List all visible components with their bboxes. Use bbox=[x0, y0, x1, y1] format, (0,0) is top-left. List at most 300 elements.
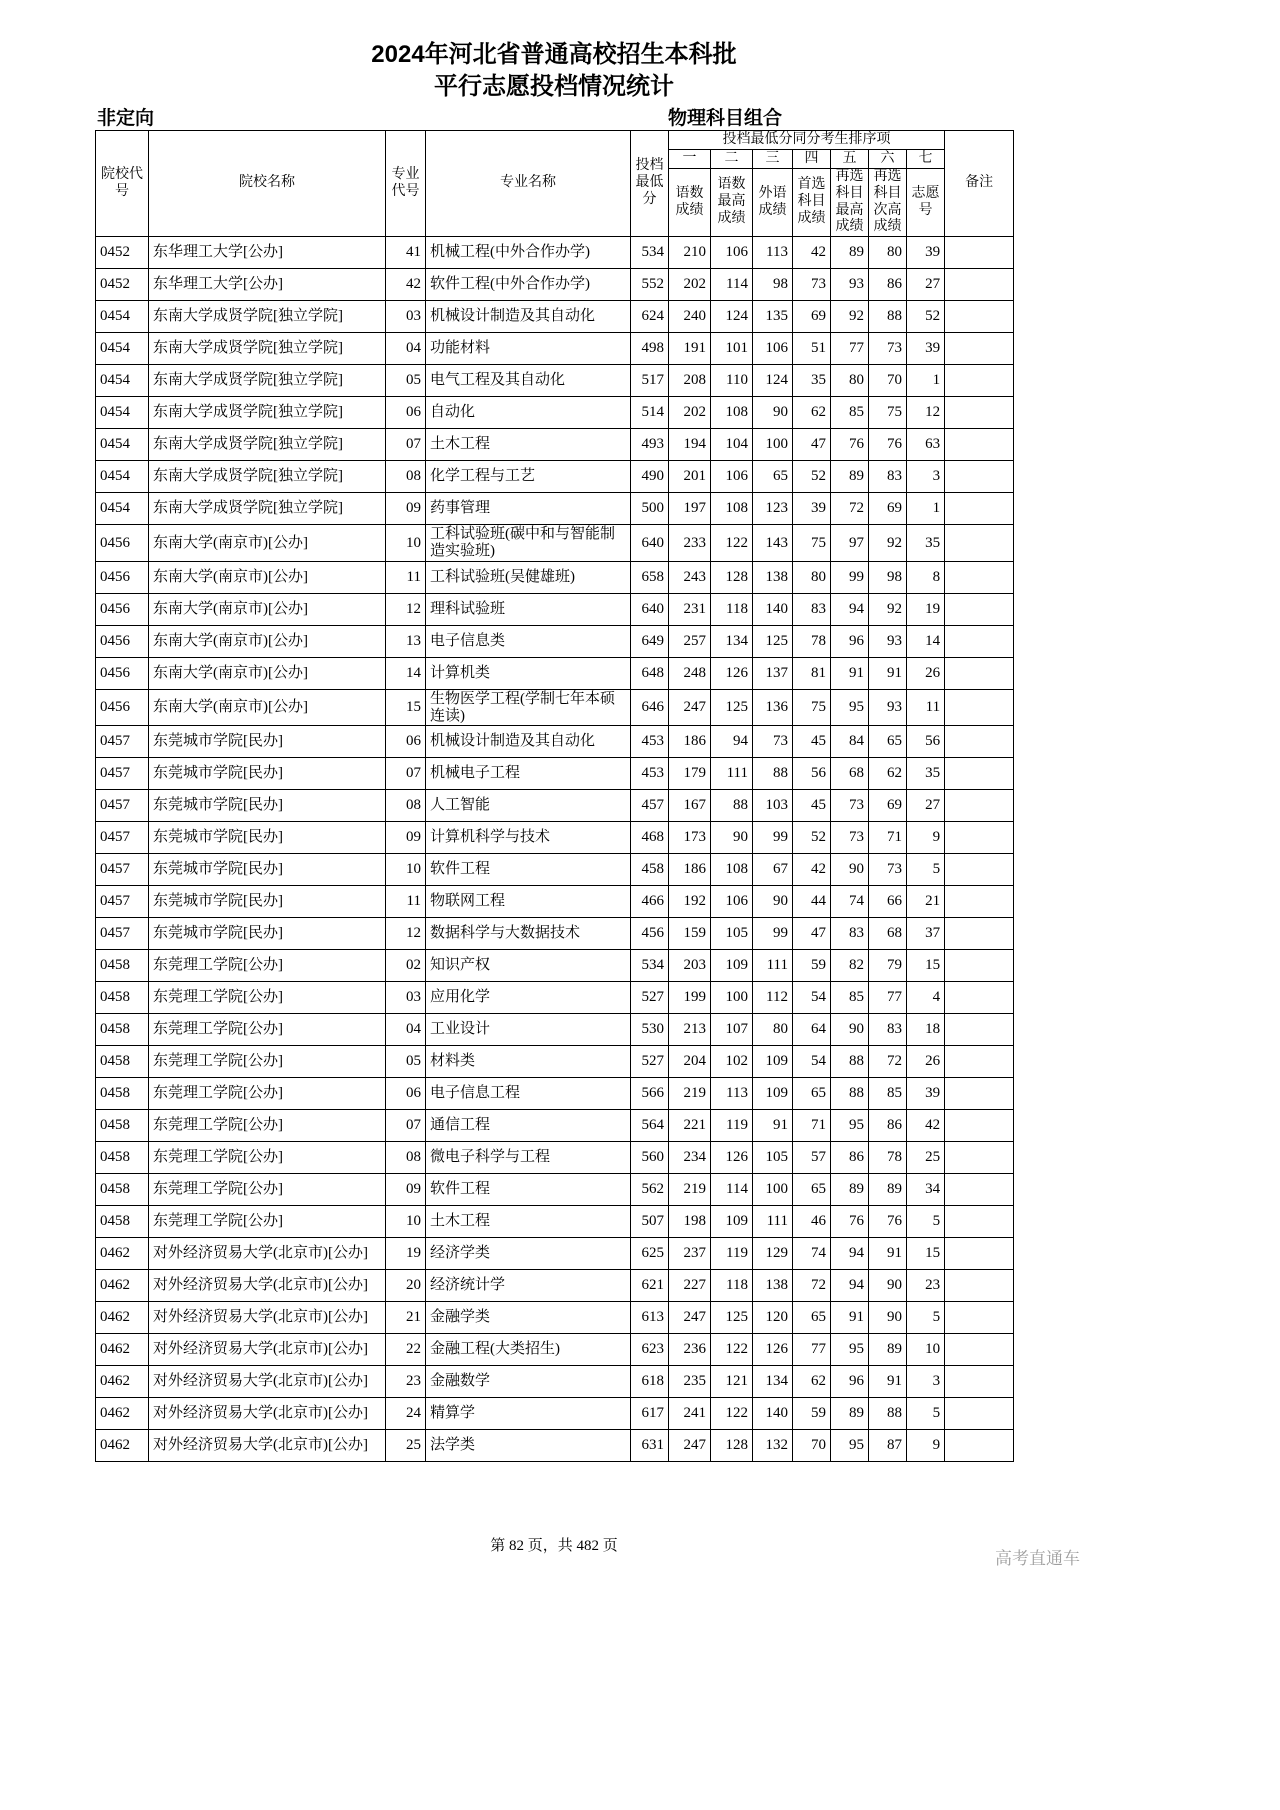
cell-score-cn-math-max: 90 bbox=[711, 822, 753, 854]
header-preference-number: 志愿号 bbox=[907, 169, 945, 237]
cell-major-name: 金融学类 bbox=[426, 1302, 631, 1334]
cell-score-reselect-second: 92 bbox=[869, 525, 907, 562]
cell-min-score: 498 bbox=[631, 333, 669, 365]
cell-score-cn-math-max: 114 bbox=[711, 269, 753, 301]
table-row bbox=[96, 1366, 1014, 1398]
cell-college-code: 0457 bbox=[96, 822, 149, 854]
table-row bbox=[96, 237, 1014, 269]
cell-major-code: 11 bbox=[386, 886, 426, 918]
cell-major-code: 07 bbox=[386, 1110, 426, 1142]
cell-min-score: 646 bbox=[631, 689, 669, 726]
cell-score-primary-subject: 70 bbox=[793, 1430, 831, 1462]
cell-remark bbox=[945, 918, 1014, 950]
cell-score-foreign: 99 bbox=[753, 918, 793, 950]
cell-college-name: 东南大学(南京市)[公办] bbox=[149, 525, 386, 562]
header-row-group bbox=[96, 131, 1014, 150]
cell-score-foreign: 106 bbox=[753, 333, 793, 365]
cell-score-cn-math: 204 bbox=[669, 1046, 711, 1078]
cell-min-score: 490 bbox=[631, 461, 669, 493]
cell-score-reselect-max: 91 bbox=[831, 657, 869, 689]
cell-score-reselect-max: 90 bbox=[831, 1014, 869, 1046]
cell-score-foreign: 90 bbox=[753, 886, 793, 918]
cell-score-cn-math-max: 126 bbox=[711, 657, 753, 689]
cell-score-foreign: 129 bbox=[753, 1238, 793, 1270]
cell-college-code: 0458 bbox=[96, 1078, 149, 1110]
cell-score-foreign: 126 bbox=[753, 1334, 793, 1366]
cell-college-code: 0456 bbox=[96, 593, 149, 625]
cell-score-reselect-second: 77 bbox=[869, 982, 907, 1014]
header-score-cn-math: 语数成绩 bbox=[669, 169, 711, 237]
cell-major-code: 10 bbox=[386, 1206, 426, 1238]
cell-major-code: 41 bbox=[386, 237, 426, 269]
cell-preference-number: 23 bbox=[907, 1270, 945, 1302]
cell-score-cn-math-max: 109 bbox=[711, 950, 753, 982]
cell-remark bbox=[945, 950, 1014, 982]
cell-major-code: 13 bbox=[386, 625, 426, 657]
cell-score-reselect-second: 83 bbox=[869, 1014, 907, 1046]
cell-preference-number: 39 bbox=[907, 237, 945, 269]
cell-score-reselect-second: 87 bbox=[869, 1430, 907, 1462]
cell-score-foreign: 109 bbox=[753, 1046, 793, 1078]
cell-score-foreign: 105 bbox=[753, 1142, 793, 1174]
cell-score-reselect-max: 95 bbox=[831, 1334, 869, 1366]
cell-score-reselect-second: 73 bbox=[869, 333, 907, 365]
cell-min-score: 453 bbox=[631, 758, 669, 790]
cell-score-cn-math-max: 119 bbox=[711, 1110, 753, 1142]
cell-score-cn-math-max: 108 bbox=[711, 854, 753, 886]
cell-score-cn-math-max: 122 bbox=[711, 525, 753, 562]
cell-college-code: 0457 bbox=[96, 886, 149, 918]
cell-college-name: 对外经济贸易大学(北京市)[公办] bbox=[149, 1366, 386, 1398]
cell-score-reselect-second: 90 bbox=[869, 1302, 907, 1334]
cell-score-reselect-second: 65 bbox=[869, 726, 907, 758]
cell-min-score: 527 bbox=[631, 982, 669, 1014]
cell-college-code: 0457 bbox=[96, 854, 149, 886]
cell-college-name: 东莞城市学院[民办] bbox=[149, 854, 386, 886]
cell-score-cn-math-max: 101 bbox=[711, 333, 753, 365]
cell-college-name: 对外经济贸易大学(北京市)[公办] bbox=[149, 1270, 386, 1302]
cell-major-name: 通信工程 bbox=[426, 1110, 631, 1142]
cell-college-code: 0462 bbox=[96, 1398, 149, 1430]
cell-score-reselect-max: 94 bbox=[831, 593, 869, 625]
cell-min-score: 618 bbox=[631, 1366, 669, 1398]
cell-score-primary-subject: 75 bbox=[793, 525, 831, 562]
cell-score-cn-math: 237 bbox=[669, 1238, 711, 1270]
cell-score-reselect-max: 89 bbox=[831, 461, 869, 493]
cell-college-code: 0454 bbox=[96, 301, 149, 333]
cell-college-code: 0462 bbox=[96, 1430, 149, 1462]
header-tiebreak-num-5: 五 bbox=[831, 150, 869, 169]
cell-major-code: 24 bbox=[386, 1398, 426, 1430]
cell-score-cn-math: 192 bbox=[669, 886, 711, 918]
cell-remark bbox=[945, 886, 1014, 918]
cell-score-cn-math: 191 bbox=[669, 333, 711, 365]
header-major-code: 专业代号 bbox=[386, 131, 426, 237]
header-tiebreak-num-1: 一 bbox=[669, 150, 711, 169]
cell-score-cn-math: 186 bbox=[669, 854, 711, 886]
cell-score-reselect-max: 82 bbox=[831, 950, 869, 982]
cell-college-name: 对外经济贸易大学(北京市)[公办] bbox=[149, 1334, 386, 1366]
cell-college-name: 东南大学成贤学院[独立学院] bbox=[149, 429, 386, 461]
watermark: 高考直通车 bbox=[995, 1549, 1080, 1568]
cell-score-cn-math: 159 bbox=[669, 918, 711, 950]
table-row bbox=[96, 525, 1014, 562]
cell-score-foreign: 136 bbox=[753, 689, 793, 726]
cell-score-cn-math: 197 bbox=[669, 493, 711, 525]
cell-score-reselect-max: 99 bbox=[831, 561, 869, 593]
cell-remark bbox=[945, 822, 1014, 854]
cell-score-primary-subject: 54 bbox=[793, 1046, 831, 1078]
cell-score-primary-subject: 56 bbox=[793, 758, 831, 790]
cell-score-foreign: 109 bbox=[753, 1078, 793, 1110]
cell-remark bbox=[945, 561, 1014, 593]
cell-preference-number: 39 bbox=[907, 333, 945, 365]
header-tiebreak-num-2: 二 bbox=[711, 150, 753, 169]
table-row bbox=[96, 726, 1014, 758]
cell-college-code: 0452 bbox=[96, 237, 149, 269]
table-row bbox=[96, 689, 1014, 726]
cell-remark bbox=[945, 593, 1014, 625]
cell-preference-number: 42 bbox=[907, 1110, 945, 1142]
cell-score-primary-subject: 52 bbox=[793, 461, 831, 493]
cell-major-code: 04 bbox=[386, 1014, 426, 1046]
cell-college-code: 0456 bbox=[96, 561, 149, 593]
cell-remark bbox=[945, 525, 1014, 562]
cell-score-reselect-max: 85 bbox=[831, 397, 869, 429]
cell-min-score: 658 bbox=[631, 561, 669, 593]
cell-min-score: 624 bbox=[631, 301, 669, 333]
cell-score-foreign: 123 bbox=[753, 493, 793, 525]
page-title-line2: 平行志愿投档情况统计 bbox=[434, 73, 674, 100]
cell-major-name: 人工智能 bbox=[426, 790, 631, 822]
orientation-label: 非定向 bbox=[97, 108, 155, 129]
cell-score-foreign: 99 bbox=[753, 822, 793, 854]
cell-min-score: 530 bbox=[631, 1014, 669, 1046]
cell-remark bbox=[945, 429, 1014, 461]
cell-min-score: 552 bbox=[631, 269, 669, 301]
cell-min-score: 649 bbox=[631, 625, 669, 657]
cell-score-cn-math: 234 bbox=[669, 1142, 711, 1174]
cell-score-primary-subject: 52 bbox=[793, 822, 831, 854]
cell-remark bbox=[945, 1046, 1014, 1078]
cell-score-foreign: 111 bbox=[753, 950, 793, 982]
cell-major-code: 03 bbox=[386, 301, 426, 333]
cell-score-foreign: 143 bbox=[753, 525, 793, 562]
cell-major-name: 土木工程 bbox=[426, 429, 631, 461]
cell-major-code: 15 bbox=[386, 689, 426, 726]
table-row bbox=[96, 397, 1014, 429]
cell-score-reselect-max: 97 bbox=[831, 525, 869, 562]
cell-score-cn-math-max: 94 bbox=[711, 726, 753, 758]
cell-score-primary-subject: 78 bbox=[793, 625, 831, 657]
cell-score-reselect-max: 95 bbox=[831, 689, 869, 726]
cell-preference-number: 34 bbox=[907, 1174, 945, 1206]
cell-college-name: 东莞理工学院[公办] bbox=[149, 1142, 386, 1174]
cell-score-cn-math-max: 122 bbox=[711, 1398, 753, 1430]
cell-major-name: 计算机科学与技术 bbox=[426, 822, 631, 854]
cell-score-reselect-second: 76 bbox=[869, 429, 907, 461]
cell-score-cn-math-max: 125 bbox=[711, 689, 753, 726]
cell-min-score: 453 bbox=[631, 726, 669, 758]
cell-min-score: 534 bbox=[631, 237, 669, 269]
cell-major-name: 理科试验班 bbox=[426, 593, 631, 625]
cell-major-code: 08 bbox=[386, 1142, 426, 1174]
cell-score-reselect-second: 62 bbox=[869, 758, 907, 790]
cell-score-reselect-second: 89 bbox=[869, 1174, 907, 1206]
cell-score-foreign: 65 bbox=[753, 461, 793, 493]
cell-score-reselect-second: 88 bbox=[869, 1398, 907, 1430]
cell-score-reselect-max: 83 bbox=[831, 918, 869, 950]
cell-score-primary-subject: 69 bbox=[793, 301, 831, 333]
cell-score-cn-math: 240 bbox=[669, 301, 711, 333]
cell-score-cn-math-max: 109 bbox=[711, 1206, 753, 1238]
cell-score-reselect-max: 95 bbox=[831, 1110, 869, 1142]
cell-score-primary-subject: 45 bbox=[793, 790, 831, 822]
header-tiebreak-num-3: 三 bbox=[753, 150, 793, 169]
cell-college-code: 0457 bbox=[96, 758, 149, 790]
cell-major-name: 工科试验班(吴健雄班) bbox=[426, 561, 631, 593]
cell-score-primary-subject: 35 bbox=[793, 365, 831, 397]
cell-score-primary-subject: 64 bbox=[793, 1014, 831, 1046]
cell-major-name: 自动化 bbox=[426, 397, 631, 429]
cell-score-primary-subject: 71 bbox=[793, 1110, 831, 1142]
cell-score-cn-math-max: 121 bbox=[711, 1366, 753, 1398]
cell-remark bbox=[945, 1398, 1014, 1430]
cell-college-code: 0458 bbox=[96, 1110, 149, 1142]
cell-score-foreign: 73 bbox=[753, 726, 793, 758]
cell-score-foreign: 138 bbox=[753, 1270, 793, 1302]
cell-score-foreign: 113 bbox=[753, 237, 793, 269]
cell-preference-number: 27 bbox=[907, 269, 945, 301]
cell-score-cn-math-max: 134 bbox=[711, 625, 753, 657]
cell-remark bbox=[945, 854, 1014, 886]
table-row bbox=[96, 493, 1014, 525]
cell-college-code: 0462 bbox=[96, 1334, 149, 1366]
table-row bbox=[96, 301, 1014, 333]
cell-score-foreign: 125 bbox=[753, 625, 793, 657]
cell-college-name: 东南大学(南京市)[公办] bbox=[149, 561, 386, 593]
cell-score-primary-subject: 57 bbox=[793, 1142, 831, 1174]
cell-college-code: 0458 bbox=[96, 1014, 149, 1046]
table-row bbox=[96, 625, 1014, 657]
cell-score-primary-subject: 51 bbox=[793, 333, 831, 365]
cell-score-reselect-second: 72 bbox=[869, 1046, 907, 1078]
cell-major-code: 07 bbox=[386, 758, 426, 790]
cell-score-cn-math: 167 bbox=[669, 790, 711, 822]
cell-score-reselect-second: 79 bbox=[869, 950, 907, 982]
cell-score-primary-subject: 54 bbox=[793, 982, 831, 1014]
cell-preference-number: 3 bbox=[907, 461, 945, 493]
cell-college-name: 东莞理工学院[公办] bbox=[149, 950, 386, 982]
cell-score-cn-math-max: 118 bbox=[711, 1270, 753, 1302]
table-row bbox=[96, 886, 1014, 918]
cell-score-cn-math: 219 bbox=[669, 1174, 711, 1206]
cell-major-name: 电子信息类 bbox=[426, 625, 631, 657]
cell-college-name: 东莞城市学院[民办] bbox=[149, 886, 386, 918]
table-row bbox=[96, 657, 1014, 689]
cell-remark bbox=[945, 365, 1014, 397]
cell-score-cn-math-max: 128 bbox=[711, 1430, 753, 1462]
cell-score-foreign: 90 bbox=[753, 397, 793, 429]
cell-score-primary-subject: 65 bbox=[793, 1174, 831, 1206]
cell-score-cn-math-max: 125 bbox=[711, 1302, 753, 1334]
cell-major-code: 06 bbox=[386, 726, 426, 758]
cell-college-code: 0462 bbox=[96, 1366, 149, 1398]
cell-remark bbox=[945, 1174, 1014, 1206]
cell-major-code: 05 bbox=[386, 365, 426, 397]
cell-preference-number: 4 bbox=[907, 982, 945, 1014]
cell-college-name: 东莞城市学院[民办] bbox=[149, 726, 386, 758]
cell-college-name: 东莞理工学院[公办] bbox=[149, 1046, 386, 1078]
table-row bbox=[96, 269, 1014, 301]
cell-preference-number: 11 bbox=[907, 689, 945, 726]
cell-preference-number: 12 bbox=[907, 397, 945, 429]
cell-score-reselect-second: 83 bbox=[869, 461, 907, 493]
cell-major-name: 数据科学与大数据技术 bbox=[426, 918, 631, 950]
cell-major-name: 机械设计制造及其自动化 bbox=[426, 726, 631, 758]
table-row bbox=[96, 1174, 1014, 1206]
cell-score-cn-math: 213 bbox=[669, 1014, 711, 1046]
cell-score-primary-subject: 65 bbox=[793, 1078, 831, 1110]
cell-score-foreign: 100 bbox=[753, 1174, 793, 1206]
cell-score-cn-math: 173 bbox=[669, 822, 711, 854]
cell-major-code: 03 bbox=[386, 982, 426, 1014]
cell-major-name: 电气工程及其自动化 bbox=[426, 365, 631, 397]
cell-major-name: 金融数学 bbox=[426, 1366, 631, 1398]
cell-score-reselect-max: 76 bbox=[831, 429, 869, 461]
cell-preference-number: 26 bbox=[907, 657, 945, 689]
cell-major-name: 微电子科学与工程 bbox=[426, 1142, 631, 1174]
cell-score-primary-subject: 77 bbox=[793, 1334, 831, 1366]
cell-score-cn-math-max: 107 bbox=[711, 1014, 753, 1046]
cell-min-score: 514 bbox=[631, 397, 669, 429]
cell-preference-number: 1 bbox=[907, 365, 945, 397]
cell-remark bbox=[945, 301, 1014, 333]
header-score-foreign: 外语成绩 bbox=[753, 169, 793, 237]
header-tiebreak-num-6: 六 bbox=[869, 150, 907, 169]
cell-preference-number: 21 bbox=[907, 886, 945, 918]
cell-score-foreign: 111 bbox=[753, 1206, 793, 1238]
cell-score-cn-math: 248 bbox=[669, 657, 711, 689]
cell-min-score: 623 bbox=[631, 1334, 669, 1366]
cell-preference-number: 14 bbox=[907, 625, 945, 657]
cell-score-cn-math-max: 113 bbox=[711, 1078, 753, 1110]
cell-college-name: 东南大学(南京市)[公办] bbox=[149, 689, 386, 726]
cell-score-cn-math: 210 bbox=[669, 237, 711, 269]
table-row bbox=[96, 1206, 1014, 1238]
header-score-cn-math-max: 语数最高成绩 bbox=[711, 169, 753, 237]
cell-score-reselect-max: 73 bbox=[831, 790, 869, 822]
table-row bbox=[96, 1334, 1014, 1366]
cell-preference-number: 39 bbox=[907, 1078, 945, 1110]
cell-remark bbox=[945, 689, 1014, 726]
cell-score-reselect-second: 78 bbox=[869, 1142, 907, 1174]
cell-min-score: 562 bbox=[631, 1174, 669, 1206]
cell-score-foreign: 135 bbox=[753, 301, 793, 333]
table-row bbox=[96, 365, 1014, 397]
cell-score-foreign: 100 bbox=[753, 429, 793, 461]
cell-score-cn-math: 198 bbox=[669, 1206, 711, 1238]
cell-score-foreign: 112 bbox=[753, 982, 793, 1014]
cell-preference-number: 37 bbox=[907, 918, 945, 950]
cell-score-cn-math: 247 bbox=[669, 1302, 711, 1334]
cell-score-primary-subject: 59 bbox=[793, 1398, 831, 1430]
cell-major-name: 电子信息工程 bbox=[426, 1078, 631, 1110]
cell-major-name: 材料类 bbox=[426, 1046, 631, 1078]
cell-college-name: 对外经济贸易大学(北京市)[公办] bbox=[149, 1302, 386, 1334]
cell-major-name: 化学工程与工艺 bbox=[426, 461, 631, 493]
cell-score-reselect-second: 88 bbox=[869, 301, 907, 333]
cell-college-name: 东莞理工学院[公办] bbox=[149, 1078, 386, 1110]
cell-score-cn-math-max: 88 bbox=[711, 790, 753, 822]
cell-score-cn-math-max: 110 bbox=[711, 365, 753, 397]
cell-score-cn-math-max: 105 bbox=[711, 918, 753, 950]
cell-college-name: 东莞城市学院[民办] bbox=[149, 790, 386, 822]
cell-college-code: 0458 bbox=[96, 982, 149, 1014]
cell-major-name: 工业设计 bbox=[426, 1014, 631, 1046]
cell-college-name: 东莞理工学院[公办] bbox=[149, 982, 386, 1014]
cell-score-primary-subject: 47 bbox=[793, 918, 831, 950]
cell-major-name: 药事管理 bbox=[426, 493, 631, 525]
cell-score-cn-math: 202 bbox=[669, 397, 711, 429]
cell-score-reselect-max: 74 bbox=[831, 886, 869, 918]
cell-major-code: 06 bbox=[386, 397, 426, 429]
cell-college-code: 0456 bbox=[96, 689, 149, 726]
cell-major-code: 10 bbox=[386, 525, 426, 562]
cell-score-reselect-second: 91 bbox=[869, 657, 907, 689]
cell-score-primary-subject: 42 bbox=[793, 854, 831, 886]
cell-score-primary-subject: 59 bbox=[793, 950, 831, 982]
table-row bbox=[96, 1430, 1014, 1462]
cell-score-reselect-second: 93 bbox=[869, 625, 907, 657]
cell-remark bbox=[945, 726, 1014, 758]
cell-remark bbox=[945, 333, 1014, 365]
cell-min-score: 566 bbox=[631, 1078, 669, 1110]
cell-score-cn-math: 247 bbox=[669, 1430, 711, 1462]
cell-score-reselect-max: 80 bbox=[831, 365, 869, 397]
cell-preference-number: 35 bbox=[907, 525, 945, 562]
cell-remark bbox=[945, 1430, 1014, 1462]
cell-score-foreign: 88 bbox=[753, 758, 793, 790]
cell-preference-number: 10 bbox=[907, 1334, 945, 1366]
cell-min-score: 507 bbox=[631, 1206, 669, 1238]
cell-college-code: 0458 bbox=[96, 1142, 149, 1174]
cell-preference-number: 19 bbox=[907, 593, 945, 625]
cell-major-name: 软件工程(中外合作办学) bbox=[426, 269, 631, 301]
cell-score-foreign: 103 bbox=[753, 790, 793, 822]
cell-college-code: 0458 bbox=[96, 1174, 149, 1206]
table-row bbox=[96, 1014, 1014, 1046]
header-min-score: 投档最低分 bbox=[631, 131, 669, 237]
cell-remark bbox=[945, 493, 1014, 525]
cell-college-code: 0454 bbox=[96, 365, 149, 397]
cell-score-cn-math-max: 108 bbox=[711, 397, 753, 429]
header-remark: 备注 bbox=[945, 131, 1014, 237]
cell-score-reselect-max: 94 bbox=[831, 1238, 869, 1270]
table-row bbox=[96, 854, 1014, 886]
cell-major-code: 09 bbox=[386, 822, 426, 854]
cell-score-foreign: 67 bbox=[753, 854, 793, 886]
cell-score-primary-subject: 62 bbox=[793, 397, 831, 429]
cell-score-primary-subject: 44 bbox=[793, 886, 831, 918]
cell-score-reselect-max: 72 bbox=[831, 493, 869, 525]
cell-major-code: 08 bbox=[386, 461, 426, 493]
cell-major-name: 应用化学 bbox=[426, 982, 631, 1014]
cell-score-reselect-max: 89 bbox=[831, 237, 869, 269]
cell-score-cn-math: 186 bbox=[669, 726, 711, 758]
cell-college-code: 0458 bbox=[96, 1206, 149, 1238]
table-row bbox=[96, 1078, 1014, 1110]
